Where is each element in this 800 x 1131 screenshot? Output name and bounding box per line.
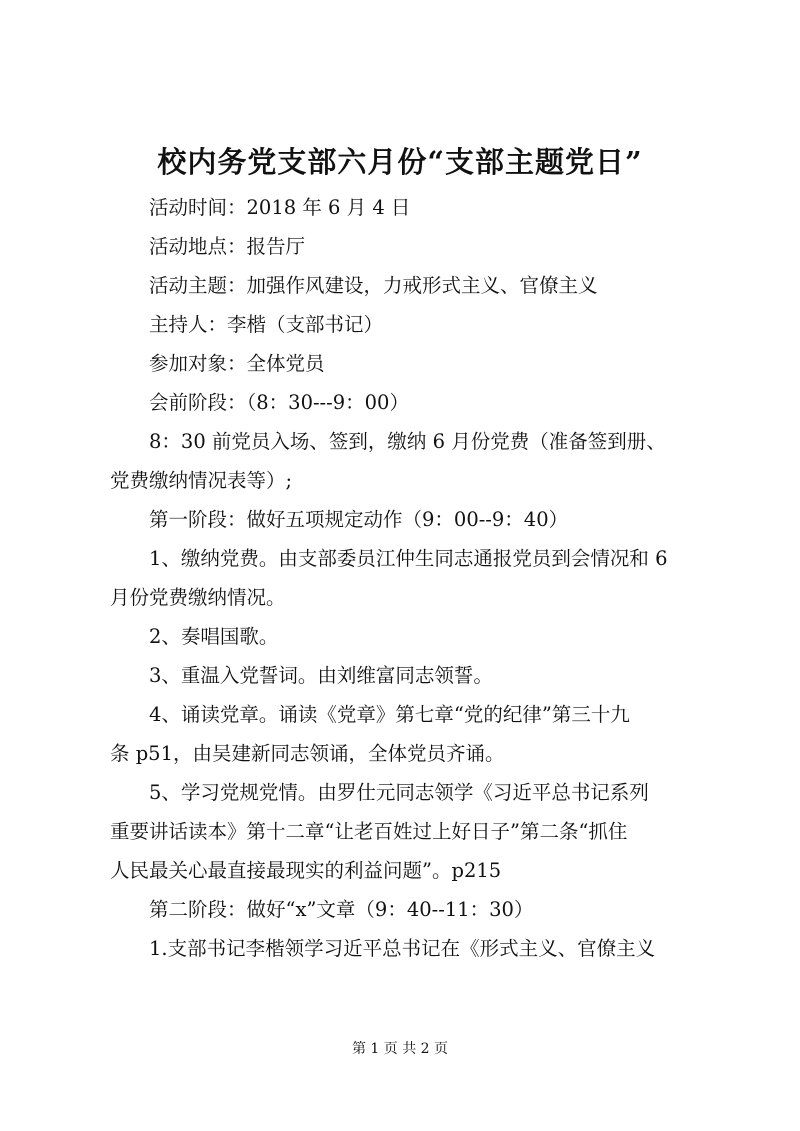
pre-meeting-text-continued: 党费缴纳情况表等）; bbox=[110, 469, 293, 492]
document-body bbox=[110, 188, 710, 968]
document-title: 校内务党支部六月份“支部主题党日” bbox=[157, 145, 643, 179]
item-3: 3、重温入党誓词。由刘维富同志领誓。 bbox=[149, 664, 493, 687]
item-4-continued: 条 p51，由吴建新同志领诵，全体党员齐诵。 bbox=[110, 742, 505, 765]
item-4: 4、诵读党章。诵读《党章》第七章“党的纪律”第三十九 bbox=[149, 703, 630, 726]
host: 主持人：李楷（支部书记） bbox=[149, 313, 384, 336]
item-5-continued-2: 人民最关心最直接最现实的利益问题”。p215 bbox=[110, 859, 502, 882]
item-1-continued: 月份党费缴纳情况。 bbox=[110, 586, 286, 609]
activity-time: 活动时间：2018 年 6 月 4 日 bbox=[149, 196, 411, 219]
activity-location: 活动地点：报告厅 bbox=[149, 235, 306, 258]
activity-theme: 活动主题：加强作风建设，力戒形式主义、官僚主义 bbox=[149, 274, 598, 297]
item-5-continued: 重要讲话读本》第十二章“让老百姓过上好日子”第二条“抓住 bbox=[110, 820, 628, 843]
pre-meeting-text: 8：30 前党员入场、签到，缴纳 6 月份党费（准备签到册、 bbox=[149, 430, 666, 453]
item-2: 2、奏唱国歌。 bbox=[149, 625, 279, 648]
pre-meeting-heading: 会前阶段：（8：30---9：00） bbox=[149, 391, 409, 414]
stage-two-heading: 第二阶段：做好“x”文章（9：40--11：30） bbox=[149, 898, 534, 921]
stage-one-heading: 第一阶段：做好五项规定动作（9：00--9：40） bbox=[149, 508, 569, 531]
item-5: 5、学习党规党情。由罗仕元同志领学《习近平总书记系列 bbox=[149, 781, 649, 804]
stage-two-item-1: 1.支部书记李楷领学习近平总书记在《形式主义、官僚主义 bbox=[149, 937, 656, 960]
participants: 参加对象：全体党员 bbox=[149, 352, 325, 375]
item-1: 1、缴纳党费。由支部委员江仲生同志通报党员到会情况和 6 bbox=[149, 547, 668, 570]
page-footer: 第 1 页 共 2 页 bbox=[351, 1041, 449, 1057]
